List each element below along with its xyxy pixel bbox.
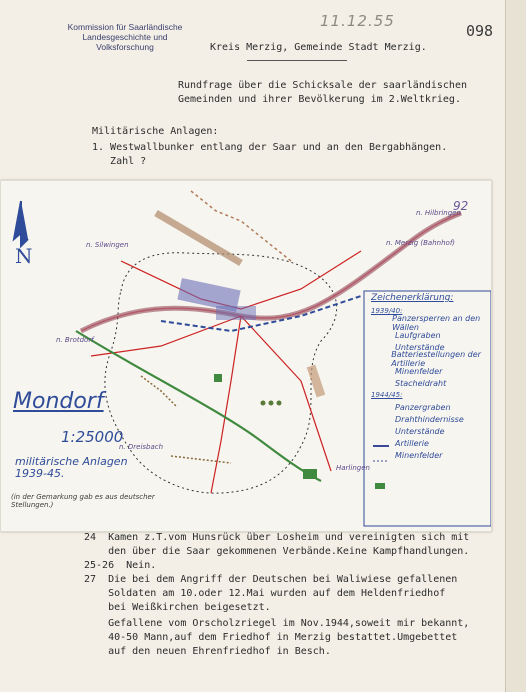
body-line: 40-50 Mann,auf dem Friedhof in Merzig bestattet.Umgebettet (84, 632, 458, 643)
legend-item: Batteriestellungen der Artillerie (391, 350, 481, 368)
north-letter-icon: N (15, 244, 33, 268)
body-line: auf den neuen Ehrenfriedhof in Besch. (84, 646, 331, 657)
title-line-1: Rundfrage über die Schicksale der saarländischen (178, 80, 467, 91)
legend-section-1939: 1939/40: (371, 307, 403, 315)
map-subtitle: militärische Anlagen 1939-45. (15, 455, 128, 480)
item-1-line-1: 1. Westwallbunker entlang der Saar und an den Bergabhängen. (92, 142, 448, 153)
body-line: den über die Saar gekommenen Verbände.Keine Kampfhandlungen. (84, 546, 470, 557)
body-line: Gefallene vom Orscholzriegel im Nov.1944,soweit mir bekannt, (84, 618, 470, 629)
institution-stamp: Kommission für Saarländische Landesgeschichte und Volksforschung (67, 22, 183, 52)
title-line-2: Gemeinden und ihrer Bevölkerung im 2.Weltkrieg. (178, 94, 461, 105)
body-line: 24 Kamen z.T.vom Hunsrück über Losheim und vereinigten sich mit (84, 532, 470, 543)
body-line: bei Weißkirchen beigesetzt. (84, 602, 271, 613)
bunker-marker (214, 374, 222, 382)
barbed-wire-band (156, 213, 241, 263)
shelter-marker-3 (277, 401, 282, 406)
shelter-marker-2 (269, 401, 274, 406)
body-line: Soldaten am 10.oder 12.Mai wurden auf dem Heldenfriedhof (84, 588, 446, 599)
legend-item: Stacheldraht (395, 378, 447, 388)
underlying-page-edge (505, 0, 526, 692)
label-hilbringen: n. Hilbringen (416, 209, 461, 217)
section-heading: Militärische Anlagen: (92, 126, 219, 137)
label-dreisbach: n. Dreisbach (119, 443, 164, 451)
pencil-date: 11.12.55 (320, 12, 395, 30)
shelter-marker-1 (261, 401, 266, 406)
header-line: Kreis Merzig, Gemeinde Stadt Merzig. (210, 42, 427, 53)
map-title: Mondorf (13, 389, 104, 414)
road-west (91, 316, 241, 356)
legend-item: Laufgraben (395, 330, 441, 340)
minefield-patch (311, 366, 321, 396)
label-merzig-north: n. Merzig (Bahnhof) (386, 239, 456, 247)
legend-section-1944: 1944/45: (371, 391, 403, 399)
legend-item: Minenfelder (395, 450, 443, 460)
map-page-number: 92 (453, 199, 469, 213)
legend-item: Minenfelder (395, 366, 443, 376)
trench-line-north (191, 191, 291, 261)
header-rule (247, 60, 347, 61)
legend-item: Panzergraben (395, 402, 451, 412)
map-note: (in der Gemarkung gab es aus deutscher Stellungen.) (11, 493, 155, 509)
legend-item: Panzersperren an den Wällen (392, 314, 481, 332)
body-line: 27 Die bei dem Angriff der Deutschen bei Waliwiese gefallenen (84, 574, 458, 585)
label-silwingen: n. Silwingen (86, 241, 129, 249)
body-line: 25-26 Nein. (84, 560, 157, 571)
map-overlay-sheet (0, 180, 492, 532)
legend-title: Zeichenerklärung: (371, 293, 454, 303)
map-scale: 1:25000 (61, 428, 124, 446)
legend-symbol-minefield (375, 483, 385, 489)
map-legend (371, 293, 491, 461)
legend-item: Artillerie (395, 438, 429, 448)
trench-line-south (171, 456, 231, 463)
label-harlingen: Harlingen (336, 464, 370, 472)
town-area-2 (216, 306, 256, 320)
artillery-marker (303, 469, 317, 479)
page-number: 098 (466, 22, 494, 40)
legend-item: Drahthindernisse (395, 414, 464, 424)
item-1-line-2: Zahl ? (92, 156, 147, 167)
north-arrow-icon (14, 201, 28, 246)
legend-item: Unterstände (395, 342, 445, 352)
road-south (211, 316, 241, 493)
legend-item: Unterstände (395, 426, 445, 436)
trench-line-west (141, 376, 176, 406)
label-brotdorf: n. Brotdorf (56, 336, 94, 344)
